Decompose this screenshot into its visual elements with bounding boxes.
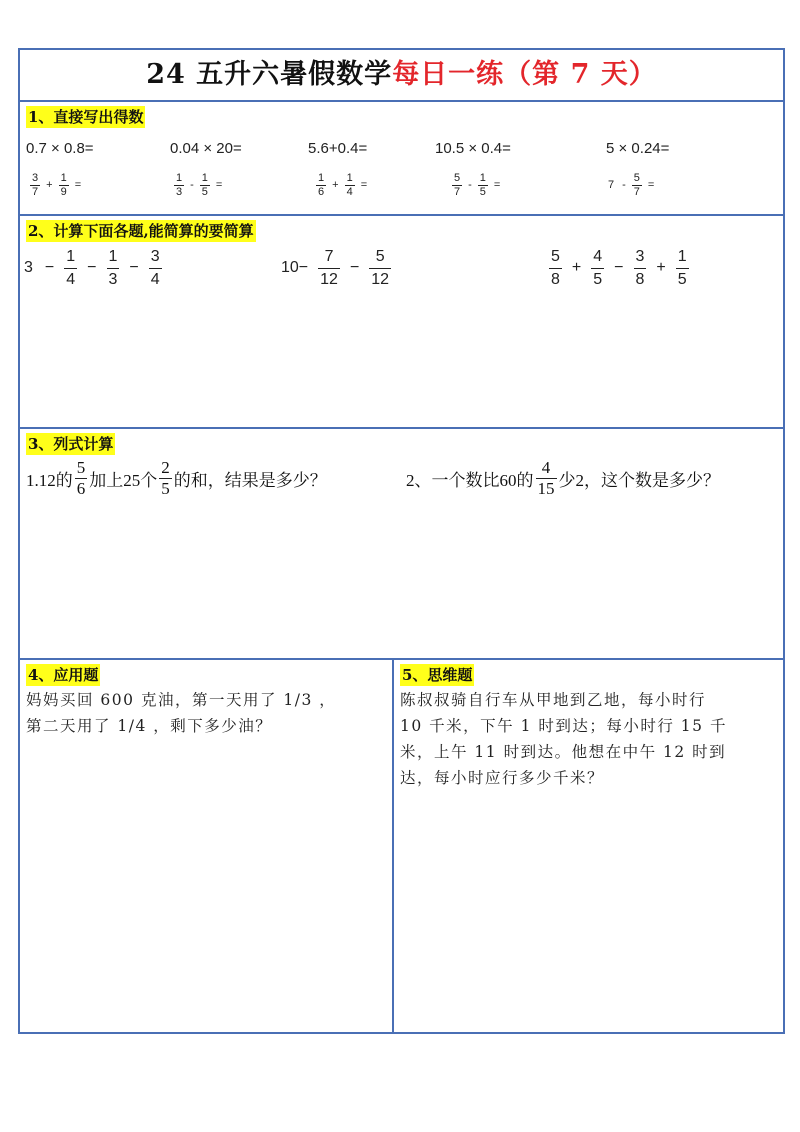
whole-number: 7 xyxy=(608,179,615,192)
question-text: 的和，结果是多少？ xyxy=(173,471,327,491)
denominator: 6 xyxy=(76,479,86,499)
operator: − xyxy=(614,259,624,277)
denominator: 12 xyxy=(320,270,338,288)
s1-row1-item: 0.7 × 0.8= xyxy=(26,140,94,157)
operator: − xyxy=(87,259,97,277)
fraction xyxy=(369,246,391,290)
divider-s1 xyxy=(20,214,783,216)
divider-s4-s5 xyxy=(392,658,394,1034)
fraction xyxy=(159,458,172,500)
fraction xyxy=(591,246,604,290)
denominator: 8 xyxy=(635,270,645,288)
equals-sign: = xyxy=(360,179,368,192)
denominator: 5 xyxy=(479,185,486,198)
numerator: 1 xyxy=(346,172,353,184)
fraction xyxy=(676,246,689,290)
fraction xyxy=(452,172,462,198)
denominator: 8 xyxy=(551,270,560,288)
fraction xyxy=(345,172,355,198)
numerator: 5 xyxy=(549,246,562,269)
numerator: 5 xyxy=(369,246,391,269)
numerator: 5 xyxy=(454,172,461,184)
operator: - xyxy=(468,179,472,192)
numerator: 7 xyxy=(318,246,340,269)
numerator: 1 xyxy=(64,246,77,269)
numerator: 1 xyxy=(479,172,486,184)
operator: + xyxy=(332,179,339,192)
denominator: 5 xyxy=(593,270,603,288)
text-line: 10 千米，下午 1 时到达；每小时行 15 千 xyxy=(400,717,727,735)
text-line: 米，上午 11 时到达。他想在中午 12 时到 xyxy=(400,743,727,761)
numerator: 1 xyxy=(107,246,120,269)
s2-expression-1 xyxy=(24,246,166,290)
s1-row2-item xyxy=(604,172,658,198)
denominator: 5 xyxy=(201,185,208,198)
denominator: 3 xyxy=(176,185,183,198)
denominator: 4 xyxy=(150,270,160,288)
divider-s3 xyxy=(20,658,783,660)
equals-sign: = xyxy=(74,179,82,192)
numerator: 3 xyxy=(32,172,39,184)
numerator: 1 xyxy=(60,172,67,184)
question-text: 加上25个 xyxy=(89,471,158,491)
denominator: 7 xyxy=(32,185,39,198)
fraction xyxy=(316,172,326,198)
page-title xyxy=(20,52,783,98)
operator: − xyxy=(44,259,55,277)
fraction xyxy=(30,172,40,198)
fraction xyxy=(318,246,340,290)
numerator: 1 xyxy=(676,246,689,269)
denominator: 7 xyxy=(633,185,640,198)
s1-row1-item: 0.04 × 20= xyxy=(170,140,242,157)
s1-row2-item xyxy=(28,172,85,198)
denominator: 9 xyxy=(60,185,67,198)
operator: - xyxy=(622,179,626,192)
numerator: 5 xyxy=(75,458,88,479)
s2-expression-2 xyxy=(275,246,395,290)
section2-heading: 2、计算下面各题,能简算的要简算 xyxy=(28,222,254,240)
numerator: 1 xyxy=(176,172,183,184)
s5-problem-text xyxy=(400,687,782,791)
fraction xyxy=(174,172,184,198)
fraction xyxy=(64,246,77,290)
s1-row2-item xyxy=(314,172,371,198)
denominator: 12 xyxy=(371,270,390,288)
question-text: 少2，这个数是多少？ xyxy=(558,471,720,491)
denominator: 4 xyxy=(66,270,76,288)
fraction xyxy=(149,246,162,290)
s1-row2-item xyxy=(450,172,504,198)
fraction xyxy=(632,172,642,198)
operator: − xyxy=(349,259,360,277)
section5-heading: 5、思维题 xyxy=(402,666,473,684)
fraction xyxy=(75,458,88,500)
operator: + xyxy=(571,259,582,277)
s3-question-1 xyxy=(26,458,327,500)
denominator: 5 xyxy=(677,270,687,288)
s1-row1-item: 5 × 0.24= xyxy=(606,140,670,157)
divider-s2 xyxy=(20,427,783,429)
divider-title xyxy=(20,100,783,102)
numerator: 3 xyxy=(634,246,647,269)
title-highlight: 每日一练（第 7 天） xyxy=(392,59,657,90)
denominator: 3 xyxy=(108,270,118,288)
numerator: 1 xyxy=(318,172,325,184)
fraction xyxy=(59,172,69,198)
whole-number: 3 xyxy=(24,259,33,277)
numerator: 3 xyxy=(149,246,162,269)
fraction xyxy=(549,246,562,290)
s1-row2-item xyxy=(172,172,226,198)
numerator: 5 xyxy=(633,172,640,184)
s1-row1-item: 5.6+0.4= xyxy=(308,140,368,157)
numerator: 4 xyxy=(591,246,604,269)
fraction xyxy=(200,172,210,198)
numerator: 1 xyxy=(201,172,208,184)
text-line: 陈叔叔骑自行车从甲地到乙地，每小时行 xyxy=(400,691,707,709)
question-text: 1.12的 xyxy=(26,471,73,491)
equals-sign: = xyxy=(647,179,655,192)
operator: - xyxy=(190,179,194,192)
text-line: 达，每小时应行多少千米？ xyxy=(400,769,605,787)
question-text: 2、一个数比60的 xyxy=(406,471,534,491)
text-line: 妈妈买回 600 克油，第一天用了 1/3 ， xyxy=(26,691,337,709)
denominator: 5 xyxy=(161,479,170,499)
operator: − xyxy=(129,259,139,277)
text-line: 第二天用了 1/4 ，剩下多少油？ xyxy=(26,717,273,735)
numerator: 2 xyxy=(159,458,172,479)
denominator: 15 xyxy=(537,479,555,499)
section3-heading: 3、列式计算 xyxy=(28,435,114,453)
operator: + xyxy=(46,179,53,192)
denominator: 7 xyxy=(454,185,461,198)
section4-heading: 4、应用题 xyxy=(28,666,99,684)
fraction xyxy=(536,458,557,500)
title-main: 24 五升六暑假数学 xyxy=(146,59,393,90)
section1-heading: 1、直接写出得数 xyxy=(28,108,144,126)
s3-question-2 xyxy=(406,458,720,500)
s2-expression-3 xyxy=(545,246,693,290)
denominator: 4 xyxy=(346,185,353,198)
numerator: 4 xyxy=(536,458,557,479)
denominator: 6 xyxy=(318,185,325,198)
fraction xyxy=(107,246,120,290)
equals-sign: = xyxy=(215,179,223,192)
s1-row1-item: 10.5 × 0.4= xyxy=(435,140,511,157)
equals-sign: = xyxy=(493,179,501,192)
s4-problem-text xyxy=(26,687,386,739)
worksheet xyxy=(18,48,785,1034)
fraction xyxy=(634,246,647,290)
whole-number: 10− xyxy=(281,259,309,277)
fraction xyxy=(478,172,488,198)
operator: + xyxy=(656,259,666,277)
